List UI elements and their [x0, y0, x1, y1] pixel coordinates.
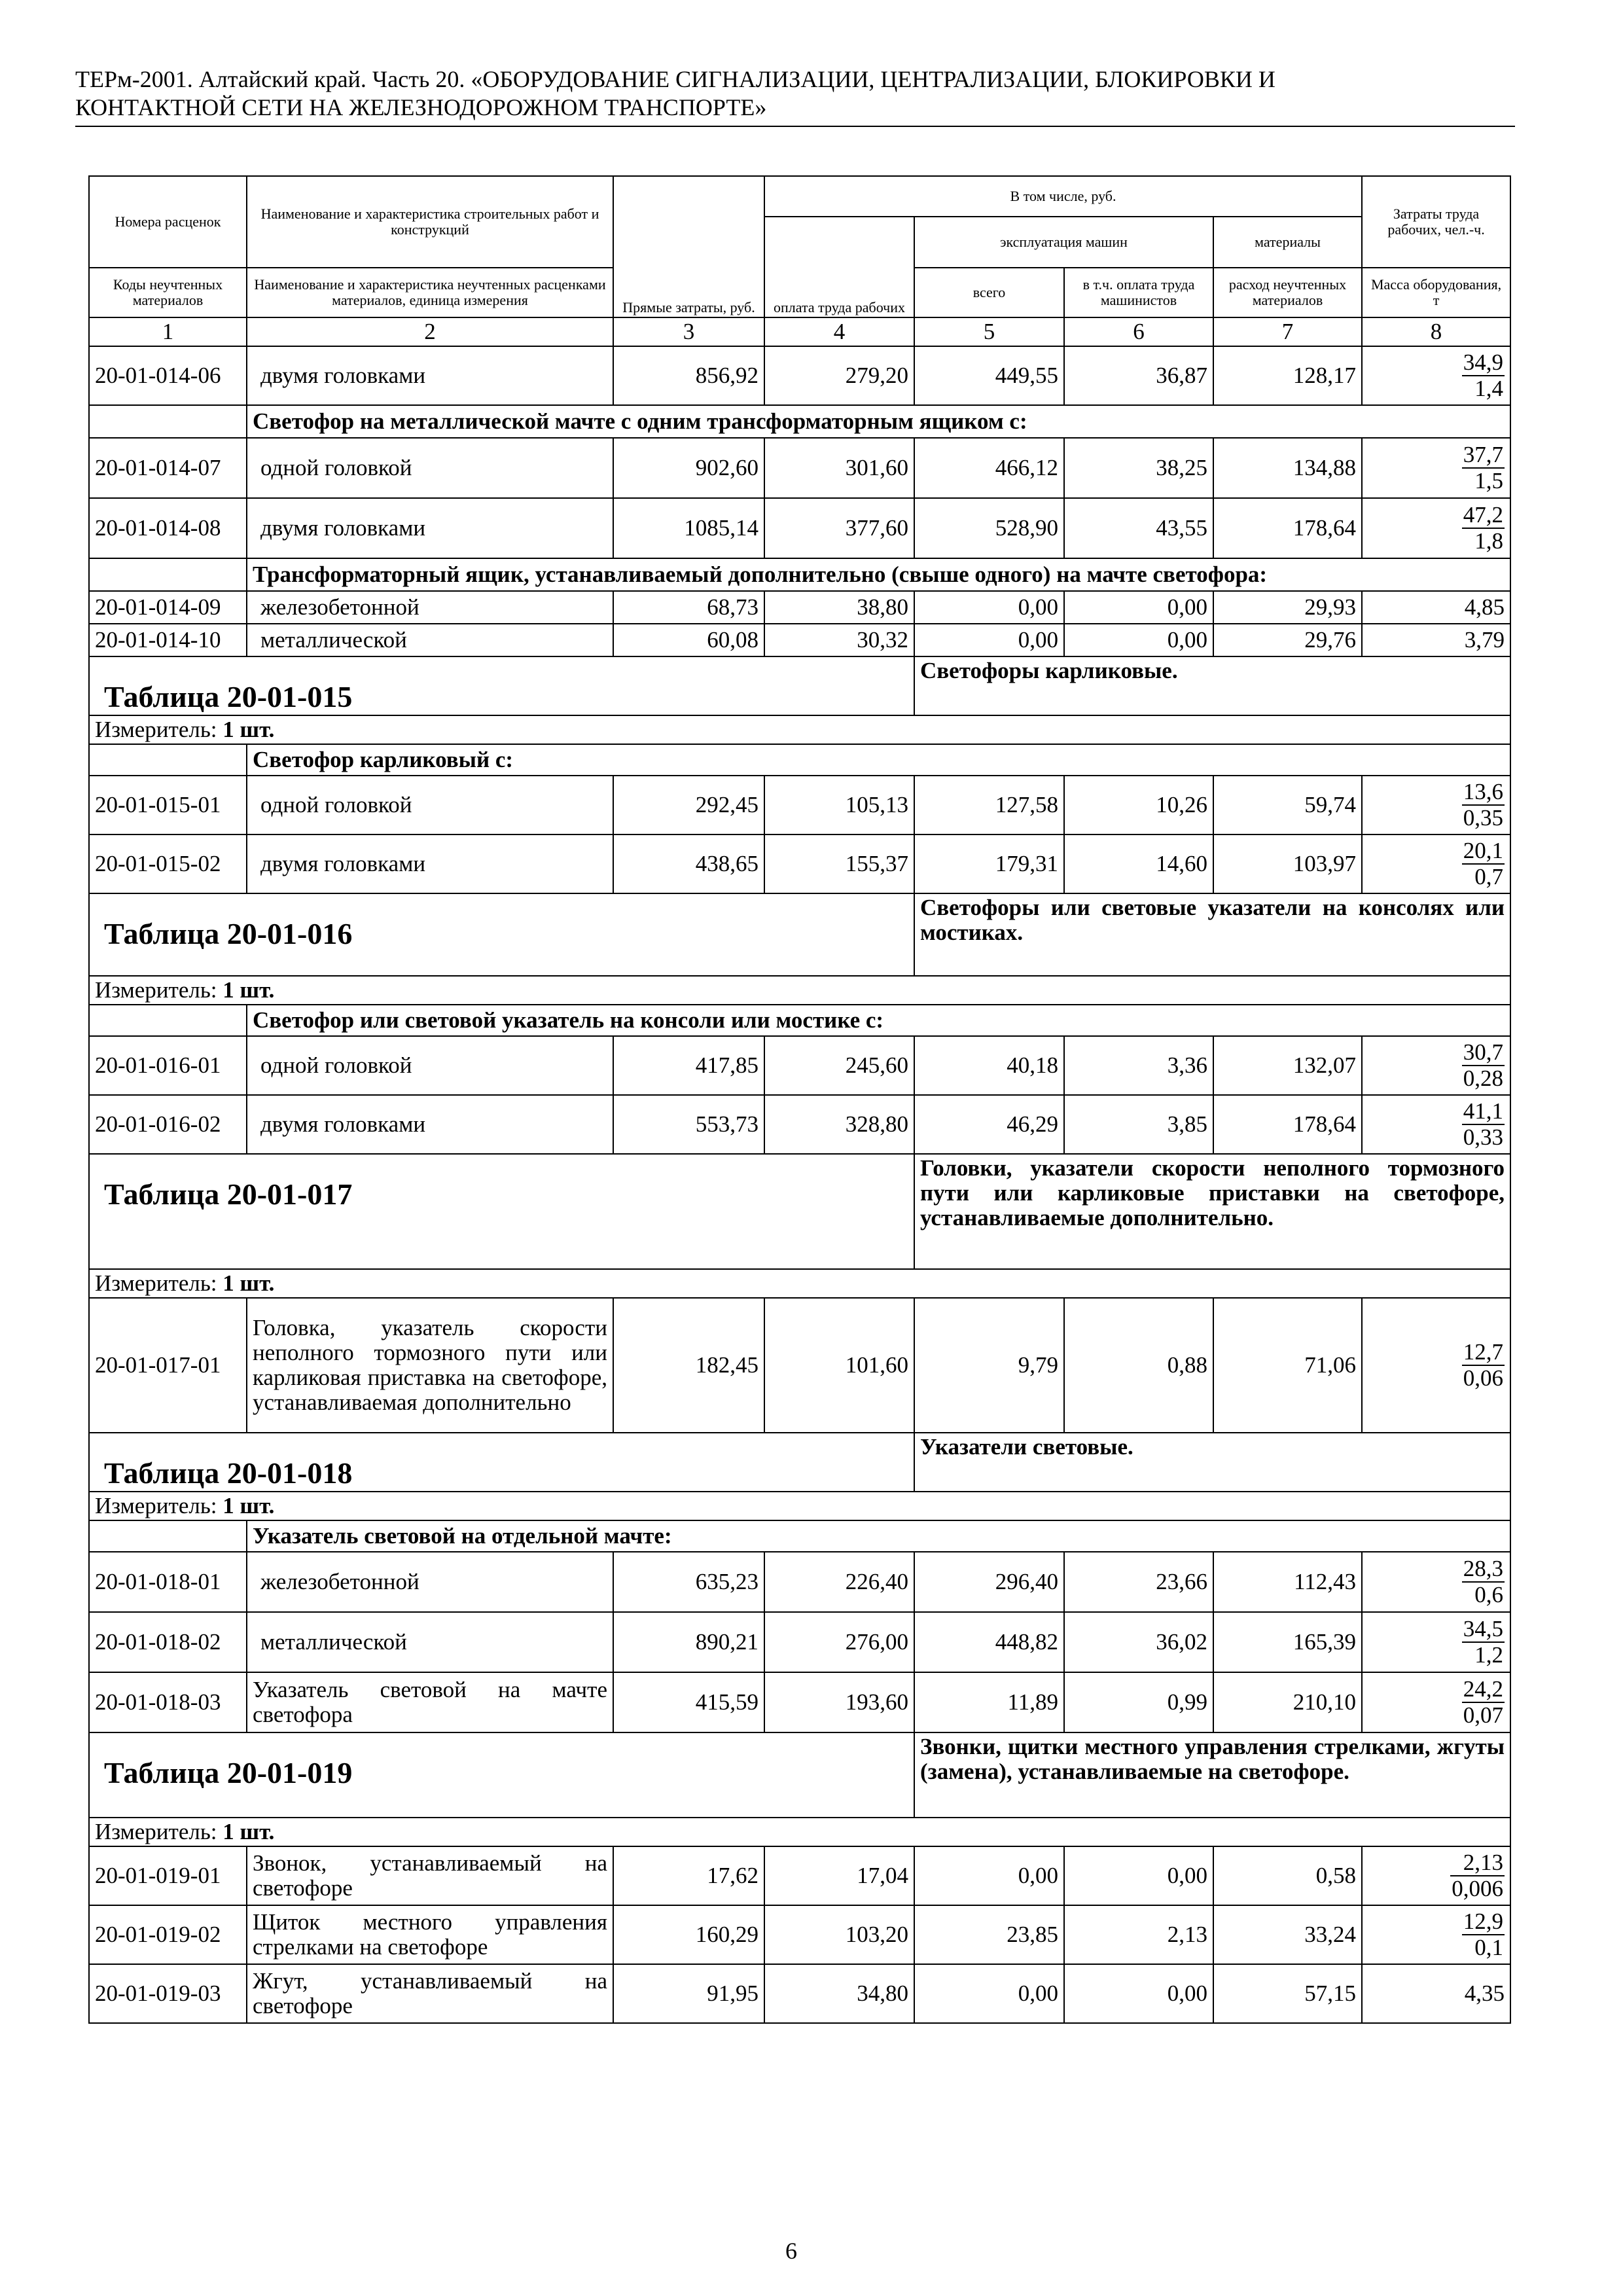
direct-cost: 856,92 — [613, 346, 764, 405]
machinist-wages: 2,13 — [1064, 1905, 1213, 1964]
labor-value: 34,5 — [1463, 1616, 1504, 1641]
machines-total: 11,89 — [914, 1672, 1064, 1732]
materials: 128,17 — [1213, 346, 1362, 405]
rate-name: железобетонной — [247, 591, 613, 624]
labor-mass — [1362, 1905, 1510, 1964]
header-line-1: ТЕРм-2001. Алтайский край. Часть 20. «ОБОРУДОВАНИЕ СИГНАЛИЗАЦИИ, ЦЕНТРАЛИЗАЦИИ, БЛОКИРОВКИ И — [75, 66, 1275, 92]
machinist-wages: 0,00 — [1064, 591, 1213, 624]
col-number: 6 — [1064, 317, 1213, 346]
materials: 71,06 — [1213, 1298, 1362, 1433]
wages: 226,40 — [764, 1552, 914, 1612]
machines-total: 40,18 — [914, 1036, 1064, 1095]
col-number: 1 — [89, 317, 247, 346]
direct-cost: 1085,14 — [613, 498, 764, 558]
rate-code: 20-01-016-02 — [89, 1095, 247, 1154]
wages: 34,80 — [764, 1964, 914, 2023]
group-heading: Светофор карликовый с: — [247, 744, 1510, 776]
rate-name: Указатель световой на мачте светофора — [247, 1672, 613, 1732]
rate-code: 20-01-019-03 — [89, 1964, 247, 2023]
labor-value: 47,2 — [1463, 502, 1504, 528]
rate-code: 20-01-018-02 — [89, 1612, 247, 1672]
machines-total: 448,82 — [914, 1612, 1064, 1672]
rate-name: двумя головками — [247, 1095, 613, 1154]
col-material-name: Наименование и характеристика неучтенных расценками материалов, единица измерения — [247, 268, 613, 317]
col-material-codes: Коды неучтенных материалов — [89, 268, 247, 317]
col-machines: эксплуатация машин — [914, 217, 1213, 268]
table-title: Таблица 20-01-015 — [89, 656, 914, 715]
rate-name: одной головкой — [247, 776, 613, 834]
machinist-wages: 10,26 — [1064, 776, 1213, 834]
table-name: Светофоры или световые указатели на консолях или мостиках. — [914, 893, 1510, 976]
rate-code: 20-01-016-01 — [89, 1036, 247, 1095]
labor-value: 30,7 — [1463, 1039, 1504, 1065]
labor-mass — [1362, 346, 1510, 405]
unit-of-measure: Измеритель: 1 шт. — [89, 1492, 1510, 1520]
materials: 112,43 — [1213, 1552, 1362, 1612]
materials: 29,76 — [1213, 624, 1362, 656]
page-header — [75, 65, 1515, 127]
unit-of-measure: Измеритель: 1 шт. — [89, 976, 1510, 1005]
direct-cost: 415,59 — [613, 1672, 764, 1732]
col-including: В том числе, руб. — [764, 176, 1362, 217]
machines-total: 528,90 — [914, 498, 1064, 558]
machinist-wages: 3,85 — [1064, 1095, 1213, 1154]
machinist-wages: 14,60 — [1064, 834, 1213, 893]
labor-value: 4,85 — [1362, 591, 1510, 624]
mass-value: 0,6 — [1474, 1582, 1504, 1607]
table-title: Таблица 20-01-019 — [89, 1732, 914, 1818]
labor-mass — [1362, 1095, 1510, 1154]
machines-total: 0,00 — [914, 624, 1064, 656]
col-labor: Затраты труда рабочих, чел.-ч. — [1362, 176, 1510, 268]
table-row — [89, 1095, 1510, 1154]
col-materials: материалы — [1213, 217, 1362, 268]
wages: 193,60 — [764, 1672, 914, 1732]
machinist-wages: 0,00 — [1064, 1964, 1213, 2023]
labor-mass — [1362, 1672, 1510, 1732]
direct-cost: 635,23 — [613, 1552, 764, 1612]
rate-name: двумя головками — [247, 346, 613, 405]
machinist-wages: 36,87 — [1064, 346, 1213, 405]
wages: 328,80 — [764, 1095, 914, 1154]
rate-code: 20-01-015-02 — [89, 834, 247, 893]
materials: 59,74 — [1213, 776, 1362, 834]
labor-mass — [1362, 1036, 1510, 1095]
materials: 178,64 — [1213, 1095, 1362, 1154]
direct-cost: 902,60 — [613, 438, 764, 498]
group-heading: Указатель световой на отдельной мачте: — [247, 1520, 1510, 1552]
table-row — [89, 624, 1510, 656]
col-number: 3 — [613, 317, 764, 346]
direct-cost: 292,45 — [613, 776, 764, 834]
rate-code: 20-01-017-01 — [89, 1298, 247, 1433]
rate-name: двумя головками — [247, 498, 613, 558]
wages: 38,80 — [764, 591, 914, 624]
wages: 17,04 — [764, 1846, 914, 1905]
machines-total: 9,79 — [914, 1298, 1064, 1433]
price-table — [88, 175, 1511, 2024]
col-number: 8 — [1362, 317, 1510, 346]
machinist-wages: 0,00 — [1064, 1846, 1213, 1905]
rate-code: 20-01-019-01 — [89, 1846, 247, 1905]
labor-value: 20,1 — [1463, 838, 1504, 863]
table-row — [89, 776, 1510, 834]
mass-value: 0,07 — [1463, 1702, 1504, 1728]
table-row — [89, 1846, 1510, 1905]
rate-code: 20-01-014-09 — [89, 591, 247, 624]
wages: 245,60 — [764, 1036, 914, 1095]
rate-code: 20-01-014-10 — [89, 624, 247, 656]
rate-code: 20-01-014-06 — [89, 346, 247, 405]
direct-cost: 182,45 — [613, 1298, 764, 1433]
labor-mass — [1362, 1612, 1510, 1672]
rate-name: металлической — [247, 624, 613, 656]
labor-value: 12,9 — [1463, 1909, 1504, 1934]
machinist-wages: 0,88 — [1064, 1298, 1213, 1433]
col-material-consumption: расход неучтенных материалов — [1213, 268, 1362, 317]
materials: 132,07 — [1213, 1036, 1362, 1095]
machinist-wages: 36,02 — [1064, 1612, 1213, 1672]
direct-cost: 60,08 — [613, 624, 764, 656]
materials: 33,24 — [1213, 1905, 1362, 1964]
mass-value: 0,28 — [1463, 1066, 1504, 1091]
mass-value: 0,06 — [1463, 1365, 1504, 1391]
direct-cost: 91,95 — [613, 1964, 764, 2023]
col-number: 2 — [247, 317, 613, 346]
machines-total: 179,31 — [914, 834, 1064, 893]
group-heading: Светофор или световой указатель на консоли или мостике с: — [247, 1005, 1510, 1036]
rate-code: 20-01-019-02 — [89, 1905, 247, 1964]
wages: 279,20 — [764, 346, 914, 405]
machinist-wages: 38,25 — [1064, 438, 1213, 498]
labor-mass — [1362, 1298, 1510, 1433]
materials: 103,97 — [1213, 834, 1362, 893]
mass-value: 0,35 — [1463, 805, 1504, 831]
wages: 30,32 — [764, 624, 914, 656]
col-machinist-wages: в т.ч. оплата труда машинистов — [1064, 268, 1213, 317]
mass-value: 1,2 — [1474, 1642, 1504, 1668]
col-equipment-mass: Масса оборудования, т — [1362, 268, 1510, 317]
machines-total: 449,55 — [914, 346, 1064, 405]
rate-code: 20-01-014-08 — [89, 498, 247, 558]
rate-name: Головка, указатель скорости неполного тормозного пути или карликовая приставка на светофоре, устанавливаемая дополнительно — [247, 1298, 613, 1433]
labor-value: 4,35 — [1362, 1964, 1510, 2023]
table-row — [89, 1612, 1510, 1672]
machines-total: 23,85 — [914, 1905, 1064, 1964]
labor-mass — [1362, 1552, 1510, 1612]
labor-value: 24,2 — [1463, 1676, 1504, 1702]
labor-mass — [1362, 1846, 1510, 1905]
wages: 155,37 — [764, 834, 914, 893]
machines-total: 466,12 — [914, 438, 1064, 498]
mass-value: 1,4 — [1474, 376, 1504, 401]
table-row — [89, 498, 1510, 558]
rate-code: 20-01-018-01 — [89, 1552, 247, 1612]
direct-cost: 417,85 — [613, 1036, 764, 1095]
table-row — [89, 1552, 1510, 1612]
table-row — [89, 1036, 1510, 1095]
table-name: Светофоры карликовые. — [914, 656, 1510, 715]
table-title: Таблица 20-01-018 — [89, 1433, 914, 1492]
materials: 29,93 — [1213, 591, 1362, 624]
machinist-wages: 43,55 — [1064, 498, 1213, 558]
wages: 301,60 — [764, 438, 914, 498]
group-heading: Светофор на металлической мачте с одним трансформаторным ящиком с: — [247, 405, 1510, 438]
rate-code: 20-01-014-07 — [89, 438, 247, 498]
mass-value: 1,5 — [1474, 468, 1504, 493]
machines-total: 0,00 — [914, 591, 1064, 624]
rate-name: двумя головками — [247, 834, 613, 893]
mass-value: 1,8 — [1474, 528, 1504, 554]
machines-total: 127,58 — [914, 776, 1064, 834]
labor-mass — [1362, 834, 1510, 893]
page-number: 6 — [785, 2238, 797, 2264]
table-row — [89, 834, 1510, 893]
materials: 178,64 — [1213, 498, 1362, 558]
table-row — [89, 438, 1510, 498]
machinist-wages: 0,00 — [1064, 624, 1213, 656]
labor-mass — [1362, 438, 1510, 498]
col-work-name: Наименование и характеристика строительных работ и конструкций — [247, 176, 613, 268]
materials: 0,58 — [1213, 1846, 1362, 1905]
materials: 165,39 — [1213, 1612, 1362, 1672]
col-rate-numbers: Номера расценок — [89, 176, 247, 268]
machinist-wages: 0,99 — [1064, 1672, 1213, 1732]
table-title: Таблица 20-01-016 — [89, 893, 914, 976]
wages: 103,20 — [764, 1905, 914, 1964]
wages: 101,60 — [764, 1298, 914, 1433]
mass-value: 0,33 — [1463, 1124, 1504, 1150]
table-name: Головки, указатели скорости неполного тормозного пути или карликовые приставки на светофоре, устанавливаемые дополнительно. — [914, 1154, 1510, 1269]
table-row — [89, 346, 1510, 405]
rate-name: Звонок, устанавливаемый на светофоре — [247, 1846, 613, 1905]
mass-value: 0,006 — [1452, 1876, 1504, 1901]
labor-value: 37,7 — [1463, 442, 1504, 467]
rate-name: металлической — [247, 1612, 613, 1672]
direct-cost: 890,21 — [613, 1612, 764, 1672]
machines-total: 0,00 — [914, 1846, 1064, 1905]
mass-value: 0,1 — [1474, 1935, 1504, 1960]
table-row — [89, 1905, 1510, 1964]
rate-code: 20-01-018-03 — [89, 1672, 247, 1732]
machines-total: 46,29 — [914, 1095, 1064, 1154]
col-direct-costs: Прямые затраты, руб. — [613, 176, 764, 317]
rate-name: железобетонной — [247, 1552, 613, 1612]
col-number: 4 — [764, 317, 914, 346]
wages: 105,13 — [764, 776, 914, 834]
col-number: 5 — [914, 317, 1064, 346]
unit-of-measure: Измеритель: 1 шт. — [89, 715, 1510, 744]
table-row — [89, 591, 1510, 624]
materials: 210,10 — [1213, 1672, 1362, 1732]
labor-value: 28,3 — [1463, 1556, 1504, 1581]
rate-name: одной головкой — [247, 438, 613, 498]
table-title: Таблица 20-01-017 — [89, 1154, 914, 1269]
rate-name: Щиток местного управления стрелками на светофоре — [247, 1905, 613, 1964]
materials: 57,15 — [1213, 1964, 1362, 2023]
machines-total: 296,40 — [914, 1552, 1064, 1612]
labor-value: 3,79 — [1362, 624, 1510, 656]
wages: 276,00 — [764, 1612, 914, 1672]
table-name: Звонки, щитки местного управления стрелками, жгуты (замена), устанавливаемые на светофоре. — [914, 1732, 1510, 1818]
table-row — [89, 1298, 1510, 1433]
direct-cost: 68,73 — [613, 591, 764, 624]
materials: 134,88 — [1213, 438, 1362, 498]
direct-cost: 160,29 — [613, 1905, 764, 1964]
labor-value: 12,7 — [1463, 1339, 1504, 1365]
rate-code: 20-01-015-01 — [89, 776, 247, 834]
unit-of-measure: Измеритель: 1 шт. — [89, 1818, 1510, 1846]
labor-mass — [1362, 498, 1510, 558]
machines-total: 0,00 — [914, 1964, 1064, 2023]
labor-value: 34,9 — [1463, 350, 1504, 375]
machinist-wages: 23,66 — [1064, 1552, 1213, 1612]
group-heading: Трансформаторный ящик, устанавливаемый дополнительно (свыше одного) на мачте светофора: — [247, 558, 1510, 591]
unit-of-measure: Измеритель: 1 шт. — [89, 1269, 1510, 1298]
col-machines-total: всего — [914, 268, 1064, 317]
wages: 377,60 — [764, 498, 914, 558]
rate-name: одной головкой — [247, 1036, 613, 1095]
col-number: 7 — [1213, 317, 1362, 346]
machinist-wages: 3,36 — [1064, 1036, 1213, 1095]
col-wages: оплата труда рабочих — [764, 217, 914, 317]
direct-cost: 17,62 — [613, 1846, 764, 1905]
labor-value: 13,6 — [1463, 779, 1504, 804]
mass-value: 0,7 — [1474, 864, 1504, 889]
labor-mass — [1362, 776, 1510, 834]
rate-name: Жгут, устанавливаемый на светофоре — [247, 1964, 613, 2023]
table-row — [89, 1672, 1510, 1732]
labor-value: 41,1 — [1463, 1098, 1504, 1124]
labor-value: 2,13 — [1450, 1850, 1505, 1876]
header-line-2: КОНТАКТНОЙ СЕТИ НА ЖЕЛЕЗНОДОРОЖНОМ ТРАНСПОРТЕ» — [75, 94, 767, 120]
direct-cost: 438,65 — [613, 834, 764, 893]
table-name: Указатели световые. — [914, 1433, 1510, 1492]
direct-cost: 553,73 — [613, 1095, 764, 1154]
table-row — [89, 1964, 1510, 2023]
